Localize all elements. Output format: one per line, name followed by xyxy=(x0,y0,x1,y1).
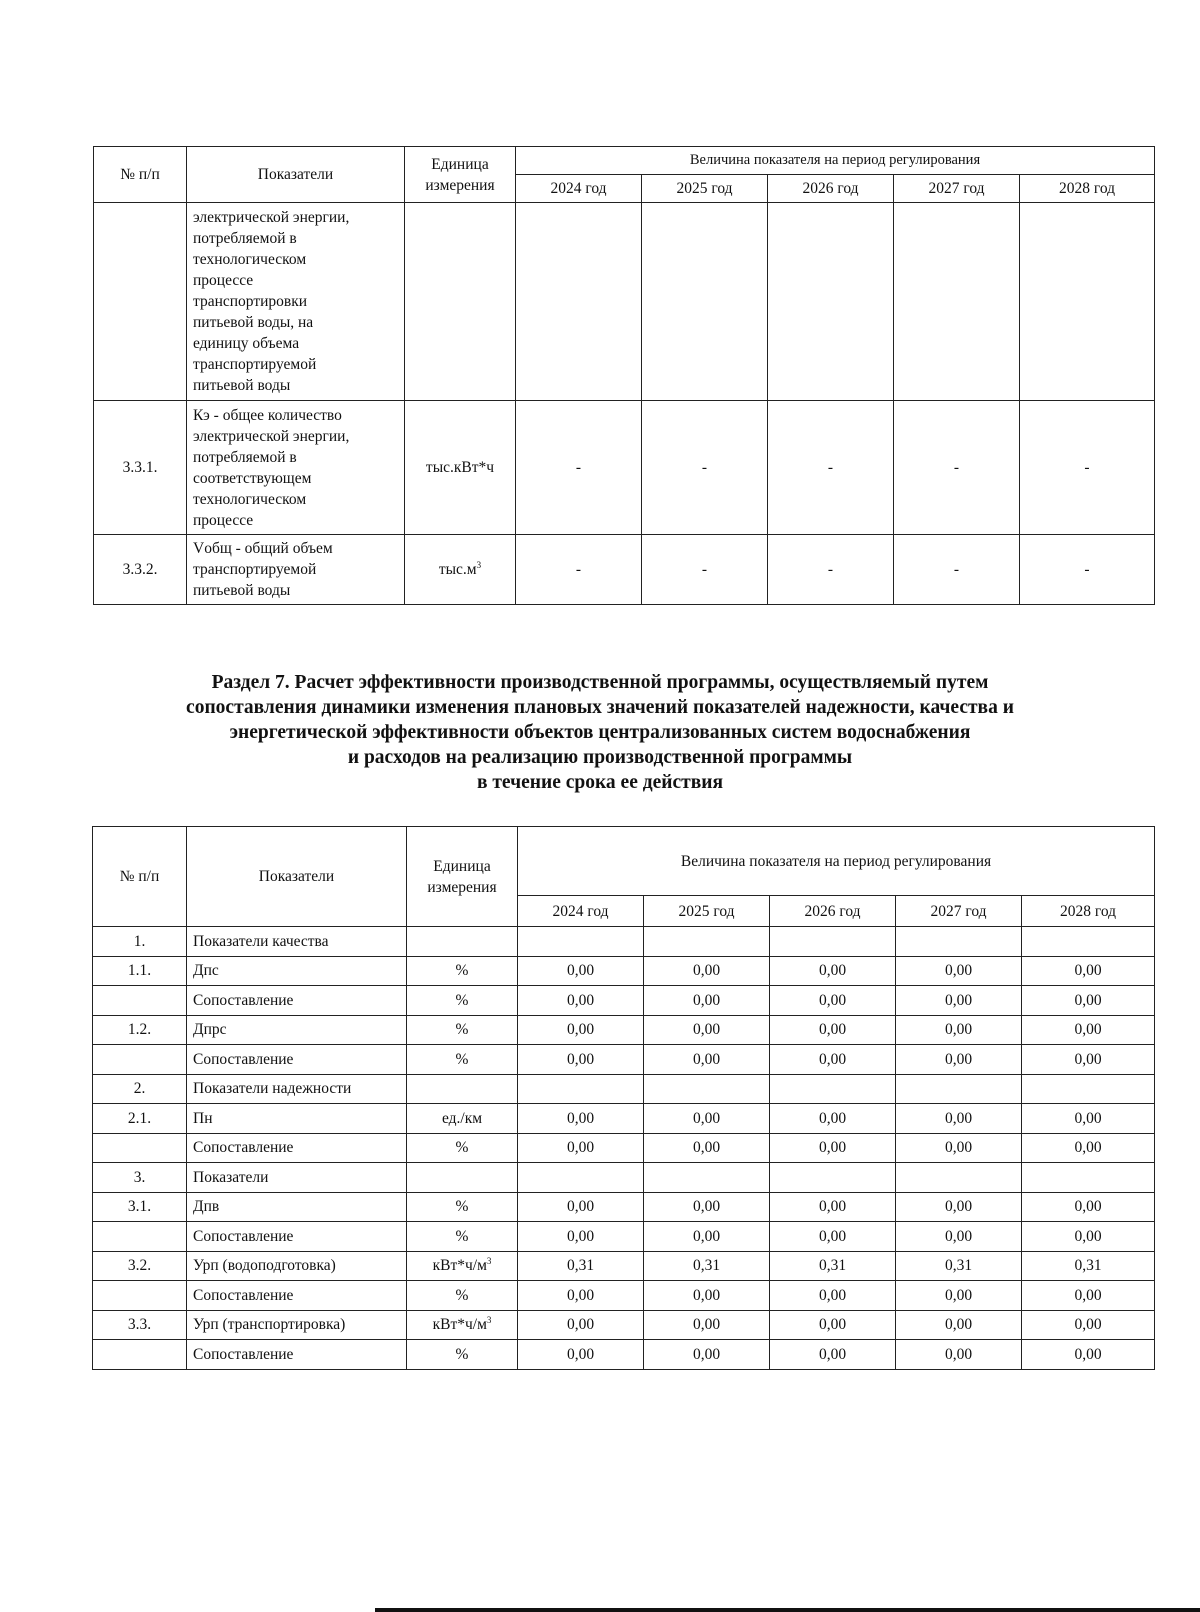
table-row xyxy=(93,1074,1155,1104)
row-value: 0,00 xyxy=(1022,1045,1155,1075)
row-indicator: Дпс xyxy=(187,956,407,986)
header-year: 2026 год xyxy=(768,175,894,203)
row-value: 0,00 xyxy=(1022,956,1155,986)
row-value: 0,00 xyxy=(518,1340,644,1370)
title-line: в течение срока ее действия xyxy=(476,772,724,793)
row-unit xyxy=(405,203,516,401)
header-year: 2025 год xyxy=(642,175,768,203)
row-unit: % xyxy=(407,1222,518,1252)
row-value: - xyxy=(642,401,768,535)
title-line: энергетической эффективности объектов централизованных систем водоснабжения xyxy=(229,722,971,743)
row-unit: % xyxy=(407,986,518,1016)
row-value: 0,00 xyxy=(644,986,770,1016)
table-row xyxy=(93,1222,1155,1252)
header-unit: Единица измерения xyxy=(407,827,518,927)
header-year: 2025 год xyxy=(644,896,770,927)
row-value: 0,00 xyxy=(770,1281,896,1311)
row-value: 0,31 xyxy=(1022,1251,1155,1281)
title-line: Раздел 7. Расчет эффективности производственной программы, осуществляемый путем xyxy=(211,672,989,693)
row-value xyxy=(770,1074,896,1104)
row-value xyxy=(644,927,770,957)
header-year: 2024 год xyxy=(518,896,644,927)
row-value: 0,00 xyxy=(770,1192,896,1222)
row-value: - xyxy=(768,401,894,535)
row-unit: $тыс.м^3$ xyxy=(405,535,516,605)
row-value: 0,00 xyxy=(896,1104,1022,1134)
row-value: 0,00 xyxy=(644,1133,770,1163)
section-7-title xyxy=(60,670,1140,795)
row-value: - xyxy=(894,535,1020,605)
table-row xyxy=(94,203,1155,401)
row-value: 0,00 xyxy=(896,1222,1022,1252)
row-value: 0,00 xyxy=(644,1281,770,1311)
row-indicator: Дпрс xyxy=(187,1015,407,1045)
row-indicator: Сопоставление xyxy=(187,1340,407,1370)
row-value: 0,00 xyxy=(896,956,1022,986)
title-line: сопоставления динамики изменения плановых значений показателей надежности, качества и xyxy=(186,697,1014,718)
header-period: Величина показателя на период регулирования xyxy=(518,827,1155,896)
row-unit: % xyxy=(407,1045,518,1075)
row-indicator: Дпв xyxy=(187,1192,407,1222)
row-number xyxy=(93,1045,187,1075)
row-value xyxy=(1020,203,1155,401)
row-value: 0,00 xyxy=(1022,1340,1155,1370)
header-num: № п/п xyxy=(93,827,187,927)
table-row xyxy=(93,956,1155,986)
row-value: 0,31 xyxy=(518,1251,644,1281)
table-row xyxy=(93,1104,1155,1134)
row-value: 0,00 xyxy=(896,1340,1022,1370)
row-value: 0,00 xyxy=(896,986,1022,1016)
row-indicator: Показатели надежности xyxy=(187,1074,407,1104)
row-unit xyxy=(407,1074,518,1104)
row-value: 0,00 xyxy=(770,1104,896,1134)
row-value: 0,00 xyxy=(770,1133,896,1163)
table-row xyxy=(94,401,1155,535)
indicators-continuation-table xyxy=(93,146,1155,605)
row-unit: % xyxy=(407,1340,518,1370)
row-number xyxy=(93,1281,187,1311)
row-value: 0,00 xyxy=(896,1281,1022,1311)
row-unit: $кВт*ч/м^3$ xyxy=(407,1251,518,1281)
row-value xyxy=(770,927,896,957)
row-value: 0,00 xyxy=(644,1104,770,1134)
row-value: 0,00 xyxy=(1022,1104,1155,1134)
efficiency-table xyxy=(92,826,1155,1370)
row-value: - xyxy=(894,401,1020,535)
row-value xyxy=(1022,1163,1155,1193)
row-value: 0,00 xyxy=(518,1133,644,1163)
row-number xyxy=(94,203,187,401)
row-value: 0,00 xyxy=(1022,1281,1155,1311)
header-year: 2028 год xyxy=(1022,896,1155,927)
row-value: - xyxy=(768,535,894,605)
row-indicator: Показатели xyxy=(187,1163,407,1193)
row-value: 0,31 xyxy=(770,1251,896,1281)
header-year: 2027 год xyxy=(894,175,1020,203)
row-value: - xyxy=(516,535,642,605)
row-indicator: Кэ - общее количество электрической энергии, потребляемой в соответствующем технологическом процессе xyxy=(187,401,405,535)
header-unit: Единица измерения xyxy=(405,147,516,203)
row-value: 0,00 xyxy=(644,956,770,986)
row-value xyxy=(768,203,894,401)
row-number: 3.2. xyxy=(93,1251,187,1281)
row-value xyxy=(896,927,1022,957)
row-value: 0,00 xyxy=(518,956,644,986)
table-row xyxy=(93,1192,1155,1222)
row-value: 0,00 xyxy=(518,1104,644,1134)
row-value: - xyxy=(642,535,768,605)
header-year: 2024 год xyxy=(516,175,642,203)
row-number xyxy=(93,1133,187,1163)
row-value xyxy=(518,927,644,957)
table-row xyxy=(93,1340,1155,1370)
table-row xyxy=(93,1133,1155,1163)
row-value: 0,00 xyxy=(644,1015,770,1045)
row-value: 0,00 xyxy=(896,1133,1022,1163)
header-year: 2026 год xyxy=(770,896,896,927)
row-number: 1.1. xyxy=(93,956,187,986)
row-unit: % xyxy=(407,1133,518,1163)
row-number xyxy=(93,986,187,1016)
table-row xyxy=(93,1251,1155,1281)
row-value xyxy=(1022,1074,1155,1104)
table-row xyxy=(94,535,1155,605)
row-number: 2. xyxy=(93,1074,187,1104)
row-value: 0,00 xyxy=(518,1015,644,1045)
row-number: 2.1. xyxy=(93,1104,187,1134)
row-value xyxy=(642,203,768,401)
row-value: 0,00 xyxy=(896,1045,1022,1075)
row-value: 0,00 xyxy=(518,1310,644,1340)
row-value: 0,00 xyxy=(1022,1015,1155,1045)
row-value xyxy=(644,1163,770,1193)
title-line: и расходов на реализацию производственной программы xyxy=(347,747,853,768)
row-value: 0,00 xyxy=(518,1281,644,1311)
row-value: 0,00 xyxy=(1022,1192,1155,1222)
header-year: 2027 год xyxy=(896,896,1022,927)
row-unit xyxy=(407,927,518,957)
row-value: 0,31 xyxy=(896,1251,1022,1281)
row-unit: ед./км xyxy=(407,1104,518,1134)
row-number xyxy=(93,1340,187,1370)
row-value: 0,00 xyxy=(518,1045,644,1075)
row-value: 0,00 xyxy=(896,1192,1022,1222)
row-indicator: Сопоставление xyxy=(187,1133,407,1163)
row-indicator: Сопоставление xyxy=(187,1045,407,1075)
header-period: Величина показателя на период регулирования xyxy=(516,147,1155,175)
row-unit: % xyxy=(407,956,518,986)
row-value: 0,00 xyxy=(1022,1222,1155,1252)
row-unit: % xyxy=(407,1015,518,1045)
row-number: 3.3.1. xyxy=(94,401,187,535)
scan-edge xyxy=(375,1608,1200,1612)
row-value xyxy=(770,1163,896,1193)
row-value xyxy=(518,1163,644,1193)
row-indicator: электрической энергии, потребляемой в технологическом процессе транспортировки питьевой воды, на единицу объема транспортируемой питьевой воды xyxy=(187,203,405,401)
row-unit: $кВт*ч/м^3$ xyxy=(407,1310,518,1340)
row-number: 3. xyxy=(93,1163,187,1193)
header-indicator: Показатели xyxy=(187,827,407,927)
row-value xyxy=(518,1074,644,1104)
table-row xyxy=(93,1045,1155,1075)
row-value: 0,00 xyxy=(896,1015,1022,1045)
row-indicator: Пн xyxy=(187,1104,407,1134)
table-row xyxy=(93,1281,1155,1311)
row-indicator: Сопоставление xyxy=(187,1281,407,1311)
row-indicator: Урп (водоподготовка) xyxy=(187,1251,407,1281)
row-value: 0,00 xyxy=(896,1310,1022,1340)
row-value xyxy=(516,203,642,401)
row-number: 3.1. xyxy=(93,1192,187,1222)
row-value: 0,00 xyxy=(770,1015,896,1045)
row-value: 0,00 xyxy=(644,1340,770,1370)
row-value: 0,00 xyxy=(644,1045,770,1075)
row-value: - xyxy=(1020,535,1155,605)
row-value: 0,00 xyxy=(518,1192,644,1222)
row-value: 0,31 xyxy=(644,1251,770,1281)
row-number: 3.3.2. xyxy=(94,535,187,605)
row-value: 0,00 xyxy=(770,1310,896,1340)
row-value: 0,00 xyxy=(770,986,896,1016)
row-value: 0,00 xyxy=(518,986,644,1016)
row-value: 0,00 xyxy=(644,1222,770,1252)
row-number xyxy=(93,1222,187,1252)
header-year: 2028 год xyxy=(1020,175,1155,203)
row-value: 0,00 xyxy=(1022,1133,1155,1163)
row-value: 0,00 xyxy=(770,1222,896,1252)
row-indicator: Vобщ - общий объем транспортируемой питьевой воды xyxy=(187,535,405,605)
row-indicator: Сопоставление xyxy=(187,1222,407,1252)
row-value: 0,00 xyxy=(770,1340,896,1370)
table-row xyxy=(93,927,1155,957)
row-value: - xyxy=(1020,401,1155,535)
row-number: 3.3. xyxy=(93,1310,187,1340)
row-value: 0,00 xyxy=(1022,986,1155,1016)
header-indicator: Показатели xyxy=(187,147,405,203)
row-value xyxy=(896,1074,1022,1104)
row-indicator: Показатели качества xyxy=(187,927,407,957)
table-row xyxy=(93,1015,1155,1045)
row-unit xyxy=(407,1163,518,1193)
row-number: 1. xyxy=(93,927,187,957)
row-indicator: Урп (транспортировка) xyxy=(187,1310,407,1340)
row-unit: % xyxy=(407,1281,518,1311)
row-value: 0,00 xyxy=(644,1192,770,1222)
table-row xyxy=(93,1310,1155,1340)
row-value xyxy=(644,1074,770,1104)
row-value: 0,00 xyxy=(518,1222,644,1252)
header-num: № п/п xyxy=(94,147,187,203)
row-value: 0,00 xyxy=(644,1310,770,1340)
row-number: 1.2. xyxy=(93,1015,187,1045)
row-value: - xyxy=(516,401,642,535)
row-unit: % xyxy=(407,1192,518,1222)
row-value: 0,00 xyxy=(1022,1310,1155,1340)
row-value xyxy=(896,1163,1022,1193)
row-indicator: Сопоставление xyxy=(187,986,407,1016)
table-row xyxy=(93,1163,1155,1193)
row-value xyxy=(1022,927,1155,957)
table-row xyxy=(93,986,1155,1016)
row-value: 0,00 xyxy=(770,956,896,986)
row-value xyxy=(894,203,1020,401)
row-value: 0,00 xyxy=(770,1045,896,1075)
row-unit: тыс.кВт*ч xyxy=(405,401,516,535)
